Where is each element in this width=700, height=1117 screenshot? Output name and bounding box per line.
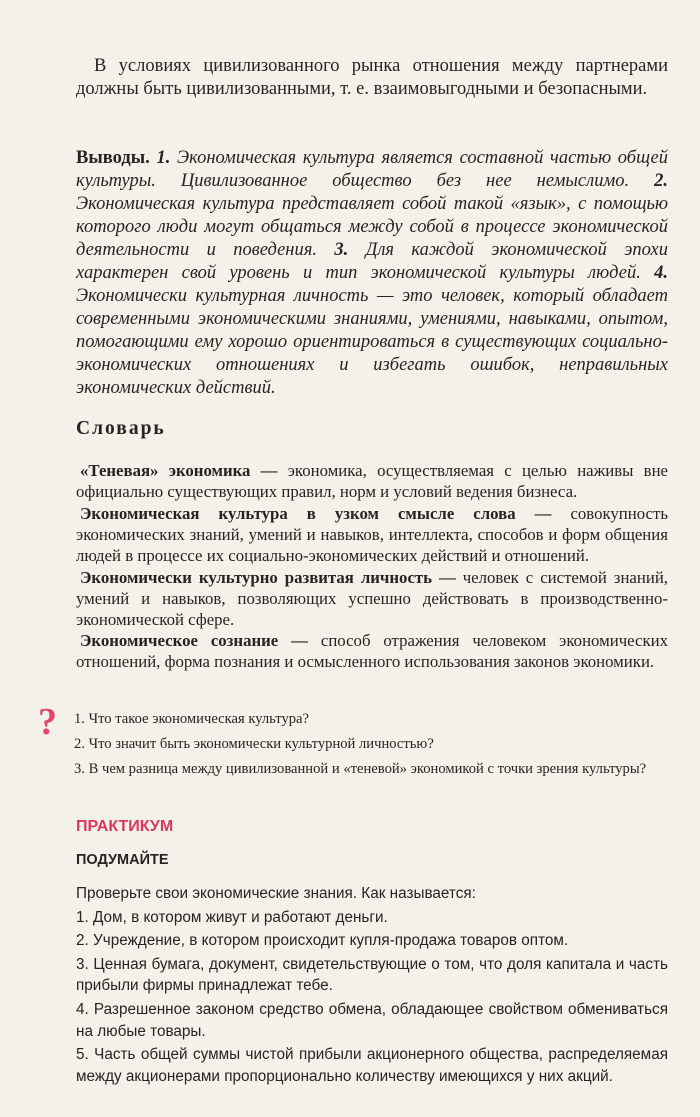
vocabulary-definition: экономика, осуществляемая с целью наживы вне официально существующих правил, норм и условий ведения бизнеса. [76, 461, 668, 501]
conclusion-text: Экономически культурная личность — это человек, который обладает современными экономическими знаниями, умениями, навыками, опытом, помогающими ему хорошо ориентироваться в существующих социально-экономических отношениях и избегать ошибок, неправильных экономических действий. [76, 286, 668, 398]
conclusions-paragraph [76, 147, 668, 400]
conclusion-number: 4. [654, 263, 668, 283]
practicum-tasks [76, 883, 668, 1089]
vocabulary-entry [76, 630, 668, 672]
vocabulary-title: Словарь [76, 418, 166, 439]
vocabulary-term: «Теневая» экономика — [80, 461, 278, 480]
practicum-lead: Проверьте свои экономические знания. Как называется: [76, 885, 476, 902]
conclusion-text: Экономическая культура представляет собой такой «язык», с помощью которого люди могут общаться между собой в процессе экономической деятельности и поведения. [76, 194, 668, 260]
vocabulary-entry [76, 460, 668, 502]
vocabulary-entry [76, 567, 668, 630]
conclusion-number: 2. [654, 171, 669, 191]
practicum-task: 1. Дом, в котором живут и работают деньги. [76, 908, 388, 926]
conclusion-text: Для каждой экономической эпохи характерен свой уровень и тип экономической культуры людей. [76, 240, 668, 283]
intro-paragraph: В условиях цивилизованного рынка отношения между партнерами должны быть цивилизованными, т. е. взаимовыгодными и безопасными. [76, 56, 668, 99]
practicum-task: 2. Учреждение, в котором происходит купля-продажа товаров оптом. [76, 932, 569, 950]
practicum-task: 4. Разрешенное законом средство обмена, обладающее свойством обмениваться на любые товары. [76, 1000, 668, 1040]
conclusion-number: 1. [156, 148, 171, 168]
question-mark-icon: ? [38, 701, 57, 743]
practicum-task: 5. Часть общей суммы чистой прибыли акционерного общества, распределяемая между акционерами пропорционально количеству имеющихся у них акций. [76, 1046, 668, 1085]
vocabulary-definition: совокупность экономических знаний, умений и навыков, интеллекта, способов и форм общения людей в процессе их социально-экономических действий и отношений. [76, 504, 668, 565]
vocabulary-term: Экономически культурно развитая личность — [80, 568, 456, 587]
review-question: 3. В чем разница между цивилизованной и «теневой» экономикой с точки зрения культуры? [74, 761, 647, 777]
vocabulary-definition: способ отражения человеком экономических отношений, форма познания и осмысленного использования законов экономики. [76, 631, 669, 671]
review-questions-list [74, 710, 666, 779]
conclusion-number: 3. [334, 240, 349, 260]
vocabulary-definition: человек с системой знаний, умений и навыков, позволяющих успешно действовать в производственно-экономической сфере. [76, 568, 669, 629]
review-question: 2. Что значит быть экономически культурной личностью? [74, 736, 434, 752]
practicum-heading: ПРАКТИКУМ [76, 818, 174, 835]
practicum-task: 3. Ценная бумага, документ, свидетельствующие о том, что доля капитала и часть прибыли фирмы принадлежат тебе. [76, 955, 668, 995]
vocabulary-term: Экономическое сознание — [80, 631, 308, 650]
review-question: 1. Что такое экономическая культура? [74, 711, 309, 727]
conclusion-text: Экономическая культура является составной частью общей культуры. Цивилизованное общество без нее немыслимо. [76, 148, 668, 191]
vocabulary-term: Экономическая культура в узком смысле слова — [80, 504, 552, 523]
think-subheading: ПОДУМАЙТЕ [76, 852, 169, 868]
conclusions-label: Выводы. [76, 148, 150, 168]
vocabulary-entry [76, 503, 668, 566]
